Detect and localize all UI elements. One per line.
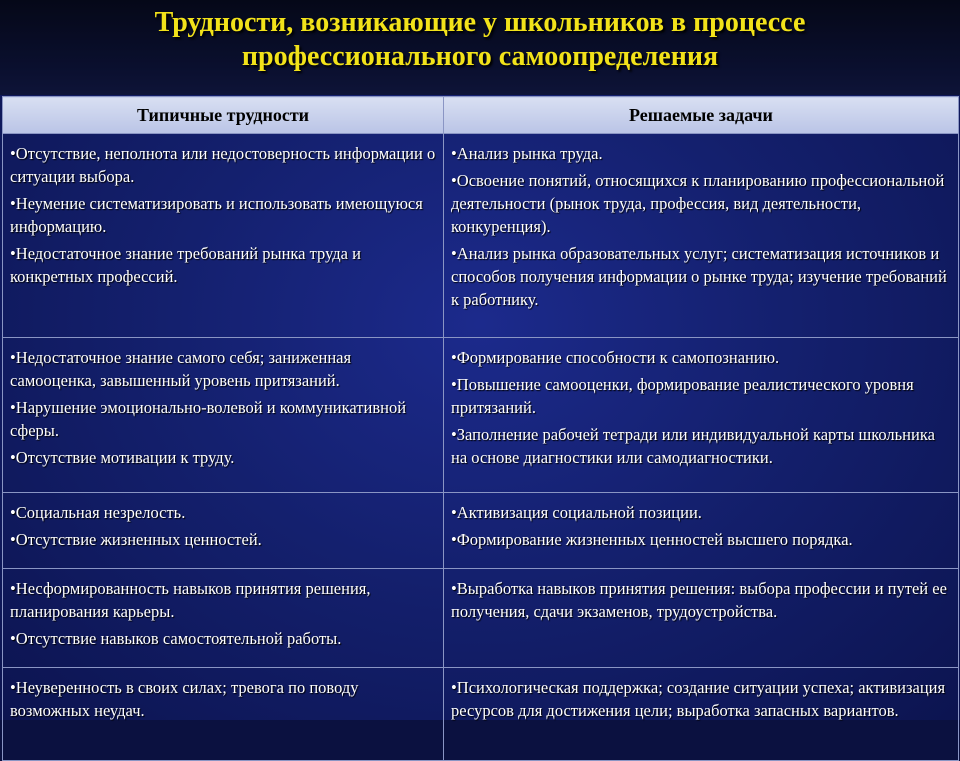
difficulties-cell: [3, 338, 444, 493]
task-item: •Анализ рынка образовательных услуг; систематизация источников и способов получения информации о рынке труда; изучение требований к работнику.: [451, 244, 947, 309]
tasks-cell: [444, 493, 959, 569]
task-item: •Формирование жизненных ценностей высшего порядка.: [451, 530, 853, 549]
difficulties-cell: [3, 569, 444, 668]
difficulty-item: •Отсутствие мотивации к труду.: [10, 448, 235, 467]
difficulty-item: •Несформированность навыков принятия решения, планирования карьеры.: [10, 579, 371, 621]
slide-title: [0, 0, 960, 74]
table-row: [3, 668, 959, 761]
table-row: [3, 338, 959, 493]
difficulty-item: •Недостаточное знание требований рынка труда и конкретных профессий.: [10, 244, 361, 286]
slide-title-line-1: Трудности, возникающие у школьников в процессе: [154, 7, 806, 38]
difficulties-cell: [3, 493, 444, 569]
difficulty-item: •Отсутствие жизненных ценностей.: [10, 530, 262, 549]
task-item: •Заполнение рабочей тетради или индивидуальной карты школьника на основе диагностики или самодиагностики.: [451, 425, 935, 467]
task-item: •Освоение понятий, относящихся к планированию профессиональной деятельности (рынок труда, профессия, вид деятельности, конкуренция).: [451, 171, 945, 236]
task-item: •Психологическая поддержка; создание ситуации успеха; активизация ресурсов для достижения цели; выработка запасных вариантов.: [451, 678, 946, 720]
task-item: •Анализ рынка труда.: [451, 144, 603, 163]
slide-title-line-2: профессионального самоопределения: [241, 41, 719, 72]
difficulties-cell: [3, 134, 444, 338]
difficulty-item: •Неумение систематизировать и использовать имеющуюся информацию.: [10, 194, 423, 236]
title-area: [0, 0, 960, 95]
header-difficulties: Типичные трудности: [3, 97, 444, 134]
difficulty-item: •Отсутствие, неполнота или недостоверность информации о ситуации выбора.: [10, 144, 436, 186]
table-row: [3, 134, 959, 338]
tasks-cell: [444, 134, 959, 338]
task-item: •Формирование способности к самопознанию.: [451, 348, 780, 367]
difficulty-item: •Нарушение эмоционально-волевой и коммуникативной сферы.: [10, 398, 407, 440]
task-item: •Выработка навыков принятия решения: выбора профессии и путей ее получения, сдачи экзаменов, трудоустройства.: [451, 579, 947, 621]
table-header-row: [3, 97, 959, 134]
task-item: •Повышение самооценки, формирование реалистического уровня притязаний.: [451, 375, 914, 417]
difficulties-cell: [3, 668, 444, 761]
tasks-cell: [444, 338, 959, 493]
difficulty-item: •Недостаточное знание самого себя; заниженная самооценка, завышенный уровень притязаний.: [10, 348, 352, 390]
task-item: •Активизация социальной позиции.: [451, 503, 702, 522]
tasks-cell: [444, 569, 959, 668]
tasks-cell: [444, 668, 959, 761]
table-row: [3, 569, 959, 668]
difficulties-tasks-table: [2, 96, 959, 761]
difficulty-item: •Отсутствие навыков самостоятельной работы.: [10, 629, 342, 648]
header-tasks: Решаемые задачи: [444, 97, 959, 134]
table-row: [3, 493, 959, 569]
difficulty-item: •Неуверенность в своих силах; тревога по поводу возможных неудач.: [10, 678, 359, 720]
difficulty-item: •Социальная незрелость.: [10, 503, 186, 522]
